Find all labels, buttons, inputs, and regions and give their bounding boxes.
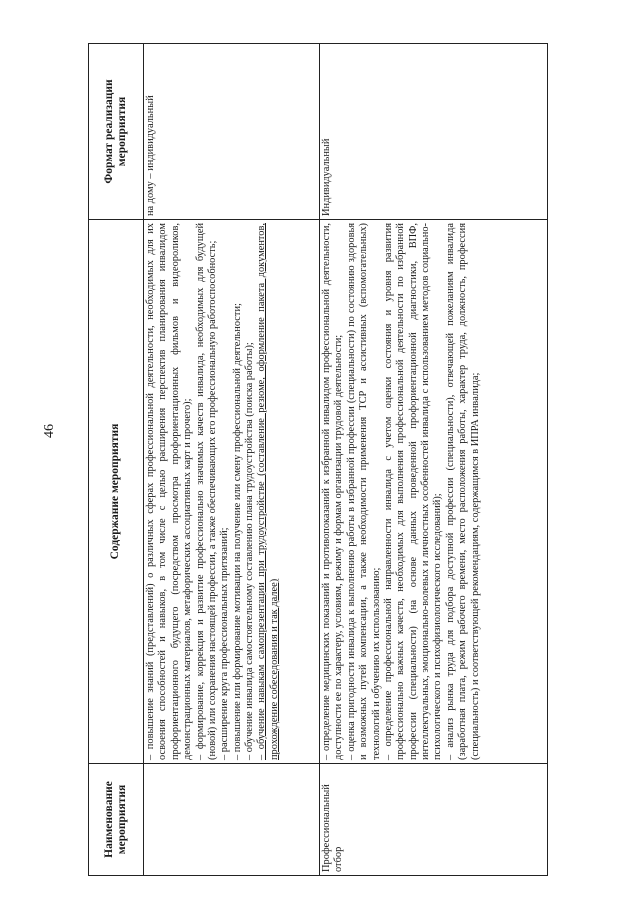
table-row — [320, 44, 548, 876]
list-item: – расширение круга профессиональных притязаний; — [219, 223, 231, 760]
list-item: – повышение знаний (представлений) о различных сферах профессиональной деятельности, необходимых для их освоения способностей и навыков, в том числе с целью расширения перспектив планирования инвалидом профориентационного будущего (посредством просмотра профориентационных фильмов и видеороликов, демонстрационных материалов, метафорических ассоциативных карт и прочего); — [145, 223, 195, 760]
list-item: – повышение или формирование мотивации на получение или смену профессиональной деятельности; — [232, 223, 244, 760]
row-format-cell — [320, 44, 548, 220]
measures-table — [88, 43, 548, 876]
table-row — [144, 44, 320, 876]
list-item: – оценка пригодности инвалида к выполнению работы в избранной профессии (специальности) по состоянию здоровья и возможных путей компенсации, а также необходимости применения ТСР и ассистивных (вспомогательных) технологий и обучению их использованию; — [346, 223, 383, 760]
table-header-row — [89, 44, 144, 876]
list-item: – анализ рынка труда для подбора доступной профессии (специальности), отвечающей пожеланиям инвалида (заработная плата, режим рабочего времени, место расположения работы, характер труда, должность, профессия (специальность) и соответствующей рекомендациям, содержащимся в ИПРА инвалида; — [445, 223, 482, 760]
list-item: – формирование, коррекция и развитие профессионально значимых качеств инвалида, необходимых для будущей (новой) или сохранения настоящей профессии, а также обеспечивающих его профессиональную работоспособность; — [195, 223, 220, 760]
content-list — [145, 223, 281, 760]
row-content-cell — [320, 220, 548, 764]
rotated-table-wrapper — [88, 44, 548, 876]
format-value: на дому – индивидуальный — [145, 95, 156, 216]
header-name: Наименование мероприятия — [89, 764, 144, 876]
page-number: 46 — [42, 424, 57, 438]
list-item: – определение профессиональной направленности инвалида с учетом оценки состояния и уровня развития профессионально важных качеств, необходимых для выполнения профессиональной деятельности по избранной профессии (специальности) (на основе данных проведенной профориентационной диагностики, ВПФ, интеллектуальных, эмоционально-волевых и личностных особенностей инвалида с использованием методов социально-психологического и психофизиологического исследований); — [383, 223, 445, 760]
format-value: Индивидуальный — [321, 138, 332, 216]
row-name-cell: Профессиональный отбор — [320, 764, 548, 876]
row-content-cell — [144, 220, 320, 764]
header-format: Формат реализации мероприятия — [89, 44, 144, 220]
header-content: Содержание мероприятия — [89, 220, 144, 764]
list-item: – определение медицинских показаний и противопоказаний к избранной инвалидом профессиональной деятельности, доступности ее по характеру, условиям, режиму и формам организации трудовой деятельности; — [321, 223, 346, 760]
row-name-cell — [144, 764, 320, 876]
row-format-cell — [144, 44, 320, 220]
list-item: – обучение инвалида самостоятельному составлению плана трудоустройства (поиска работы); — [244, 223, 256, 760]
content-list — [321, 223, 482, 760]
list-item: – обучение навыкам самопрезентации при трудоустройстве (составление резюме, оформление пакета документов, прохождение собеседования и так далее) — [256, 223, 281, 760]
